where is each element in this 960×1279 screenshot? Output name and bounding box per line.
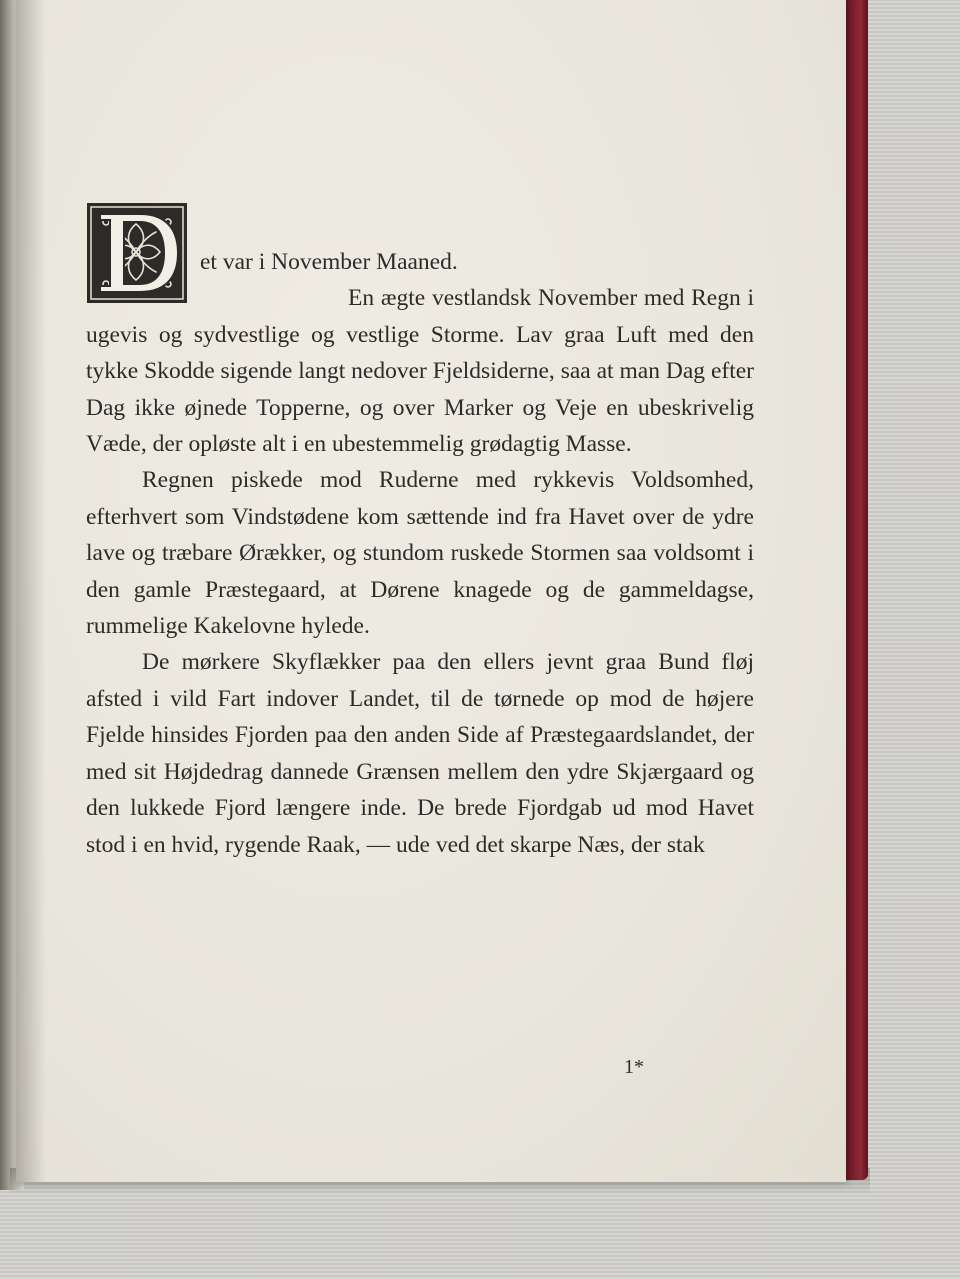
paragraph-3: De mørkere Skyflækker paa den ellers jevnt graa Bund fløj afsted i vild Fart indover Landet, til de tørnede op mod de højere Fjelde hinsides Fjorden paa den anden Side af Præstegaardslandet, der med sit Højdedrag dannede Grænsen mellem den ydre Skjærgaard og den lukkede Fjord længere inde. De brede Fjordgab ud mod Havet stod i en hvid, rygende Raak, — ude ved det skarpe Næs, der stak <box>86 649 754 858</box>
page-text <box>86 200 754 863</box>
decorated-initial-d-icon <box>86 202 188 304</box>
opening-line: et var i November Maaned. <box>200 249 458 275</box>
paragraph-1-text: En ægte vestlandsk November med Regn i ugevis og sydvestlige og vestlige Storme. Lav graa Luft med den tykke Skodde sigende langt nedover Fjeldsiderne, saa at man Dag efter Dag ikke øjnede Topperne, og over Marker og Veje en ubeskrivelig Væde, der opløste alt i en ubestemmelig grødagtig Masse. <box>86 285 754 458</box>
page-gutter <box>16 0 46 1182</box>
page-number: 1* <box>624 1056 644 1078</box>
book-page <box>16 0 846 1182</box>
paragraph-2: Regnen piskede mod Ruderne med rykkevis Voldsomhed, efterhvert som Vindstødene kom sættende ind fra Havet over de ydre lave og træbare Ørækker, og stundom ruskede Stormen saa voldsomt i den gamle Præstegaard, at Dørene knagede og de gammeldagse, rummelige Kakelovne hylede. <box>86 467 754 640</box>
